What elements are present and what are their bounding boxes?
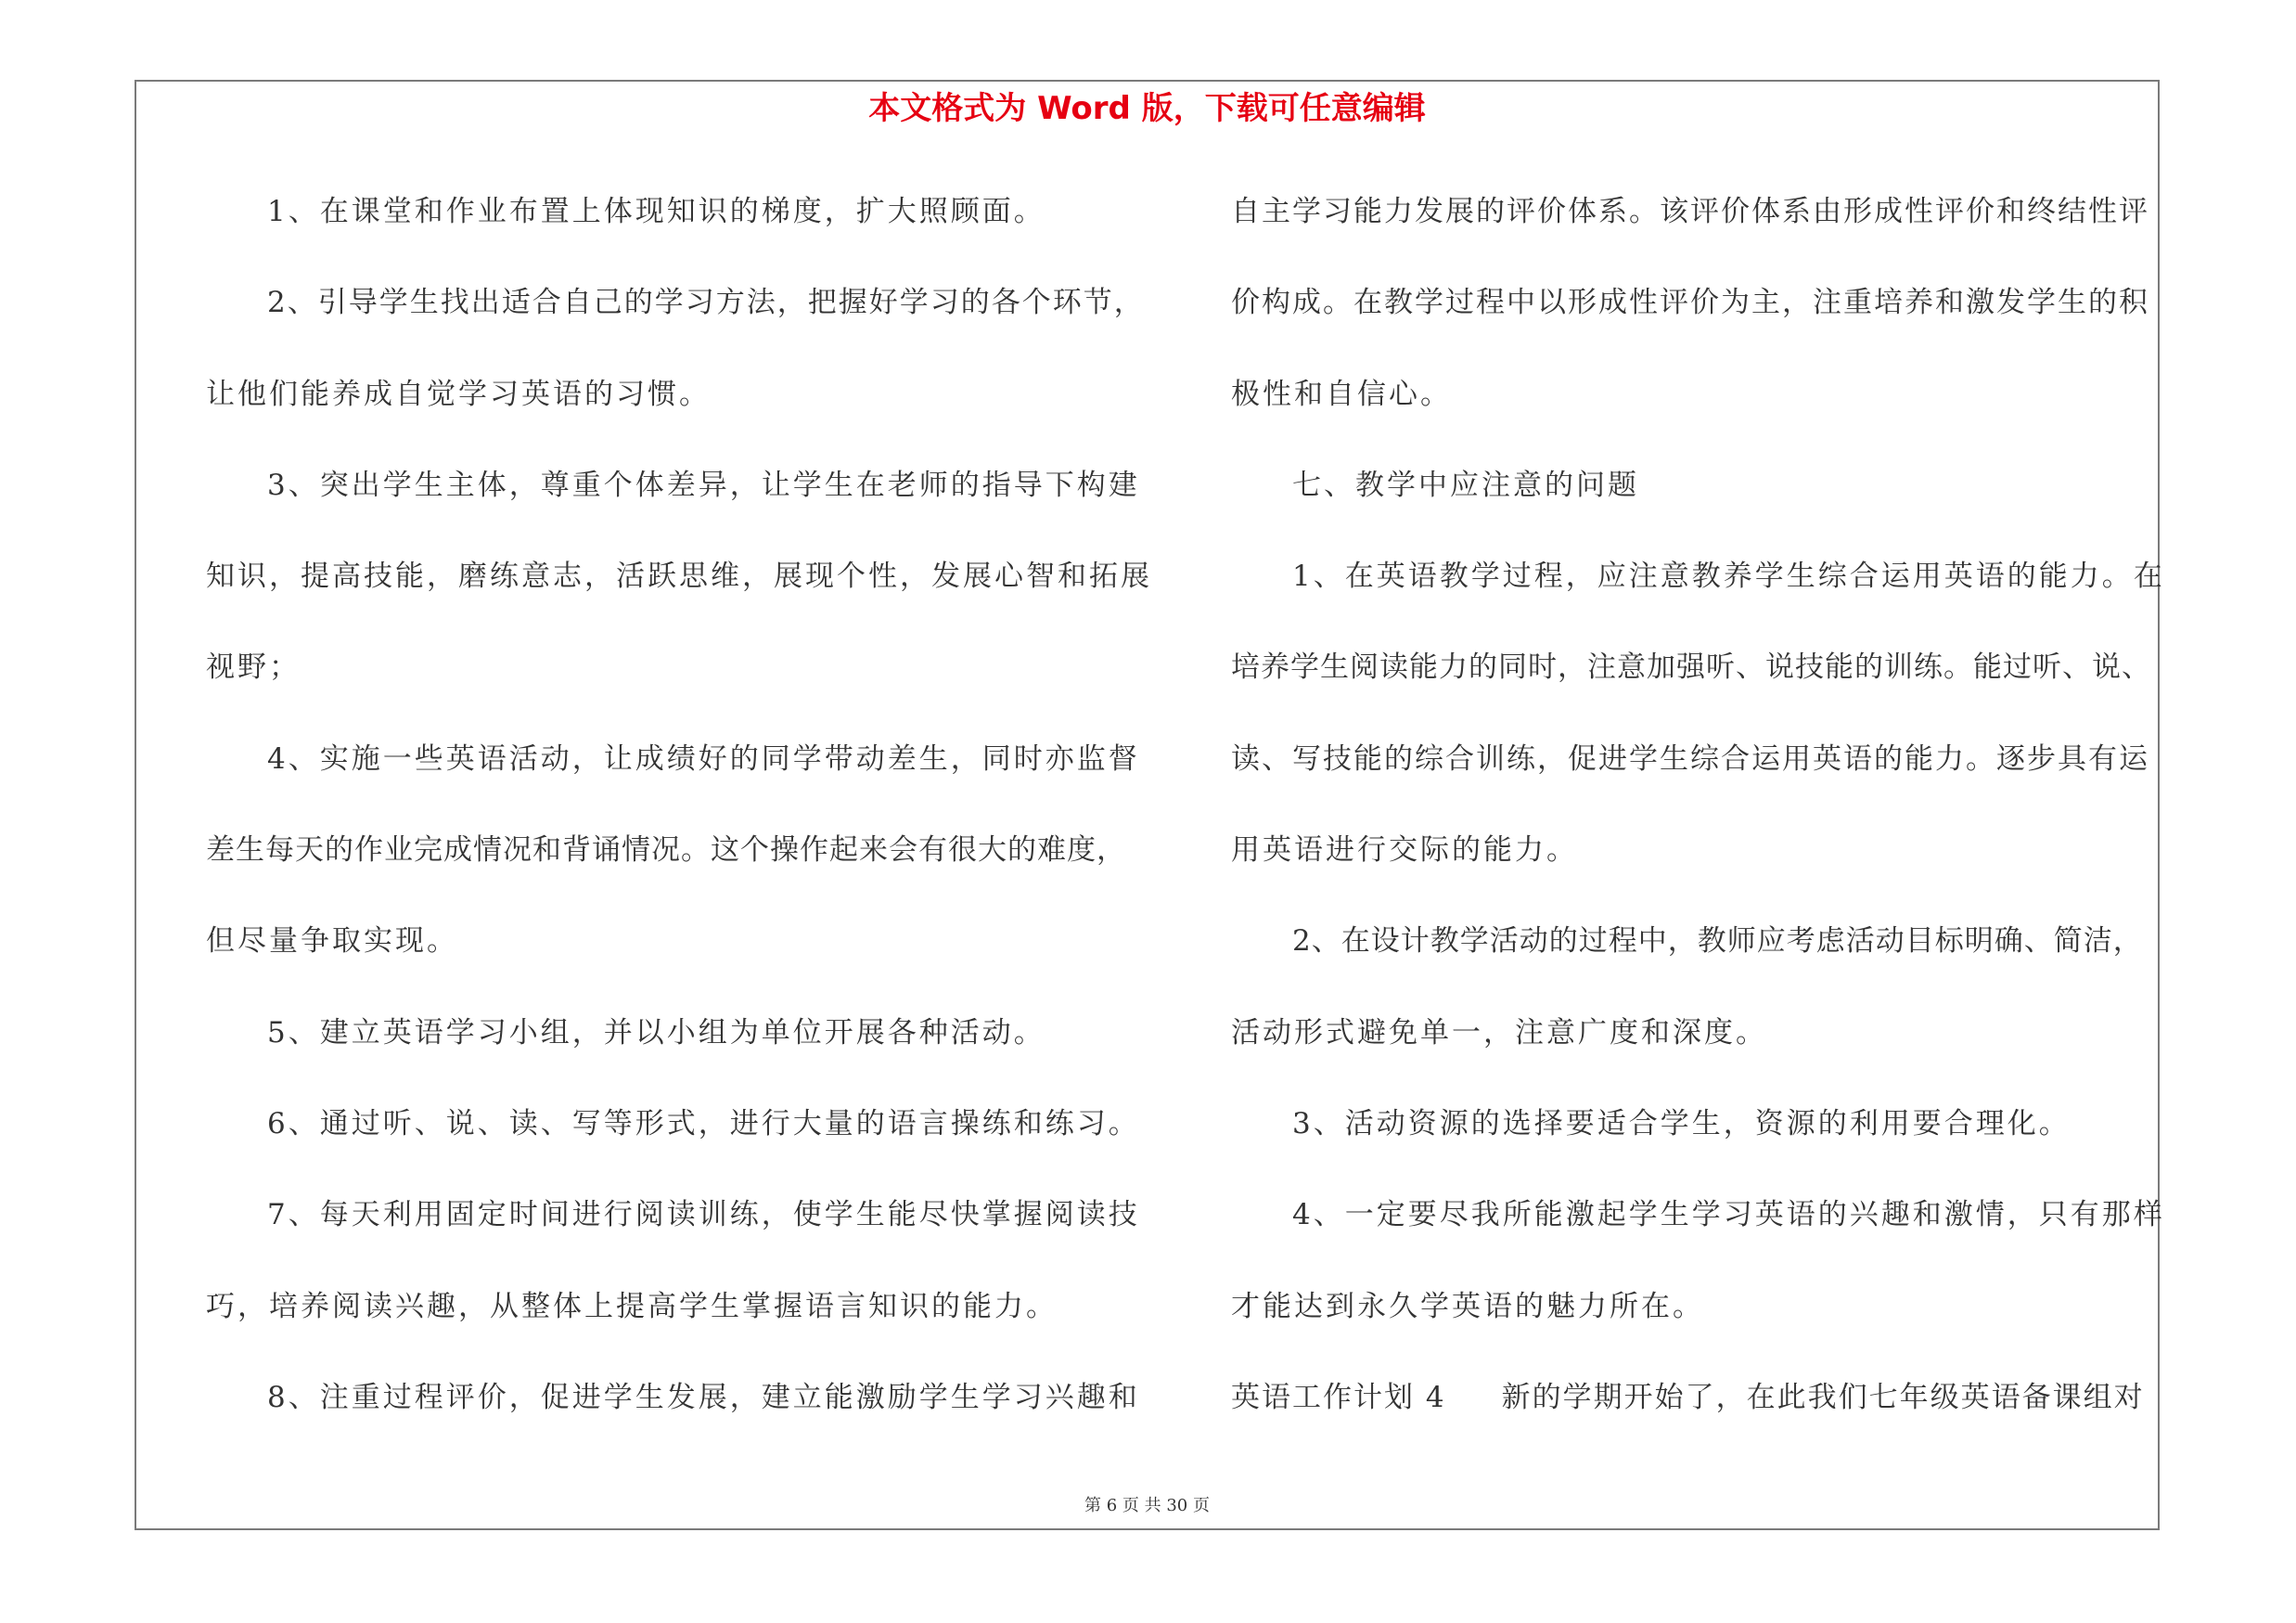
text-line: 2、引导学生找出适合自己的学习方法，把握好学习的各个环节， (267, 286, 1145, 320)
text-line: 3、突出学生主体，尊重个体差异，让学生在老师的指导下构建 (267, 468, 1140, 502)
text-line: 2、在设计教学活动的过程中，教师应考虑活动目标明确、简洁， (1292, 924, 2143, 959)
text-line: 才能达到永久学英语的魅力所在。 (1231, 1289, 1704, 1323)
text-line: 4、实施一些英语活动，让成绩好的同学带动差生，同时亦监督 (267, 741, 1140, 776)
left-column (206, 179, 1152, 1456)
section-heading: 七、教学中应注意的问题 (1292, 468, 1639, 502)
text-line: 培养学生阅读能力的同时，注意加强听、说技能的训练。能过听、说、 (1231, 650, 2151, 685)
text-line: 自主学习能力发展的评价体系。该评价体系由形成性评价和终结性评 (1231, 195, 2149, 228)
plan-heading: 英语工作计划 4 (1231, 1380, 1446, 1414)
text-line: 视野； (206, 650, 301, 685)
page-number: 第 6 页 共 30 页 (1084, 1496, 1210, 1515)
text-line: 6、通过听、说、读、写等形式，进行大量的语言操练和练习。 (267, 1106, 1140, 1140)
text-line: 差生每天的作业完成情况和背诵情况。这个操作起来会有很大的难度， (206, 833, 1126, 868)
text-line: 3、活动资源的选择要适合学生，资源的利用要合理化。 (1292, 1106, 2071, 1140)
text-line (1231, 1365, 2168, 1456)
text-line: 巧，培养阅读兴趣，从整体上提高学生掌握语言知识的能力。 (206, 1289, 1058, 1323)
text-line: 但尽量争取实现。 (206, 924, 458, 959)
plan-intro-text: 新的学期开始了，在此我们七年级英语备课组对 (1501, 1380, 2145, 1414)
text-line: 读、写技能的综合训练，促进学生综合运用英语的能力。逐步具有运 (1231, 741, 2149, 776)
text-line: 极性和自信心。 (1231, 377, 1452, 411)
text-line: 知识，提高技能，磨练意志，活跃思维，展现个性，发展心智和拓展 (206, 560, 1152, 594)
text-line: 7、每天利用固定时间进行阅读训练，使学生能尽快掌握阅读技 (267, 1198, 1140, 1232)
text-line: 5、建立英语学习小组，并以小组为单位开展各种活动。 (267, 1015, 1045, 1050)
right-column (1231, 179, 2168, 1456)
text-line: 价构成。在教学过程中以形成性评价为主，注重培养和激发学生的积 (1231, 286, 2149, 320)
text-line: 4、一定要尽我所能激起学生学习英语的兴趣和激情，只有那样 (1292, 1198, 2165, 1232)
text-line: 让他们能养成自觉学习英语的习惯。 (206, 377, 711, 411)
text-line: 活动形式避免单一，注意广度和深度。 (1231, 1015, 1767, 1050)
text-line: 8、注重过程评价，促进学生发展，建立能激励学生学习兴趣和 (267, 1380, 1140, 1414)
format-notice: 本文格式为 Word 版，下载可任意编辑 (868, 90, 1426, 127)
text-line: 1、在英语教学过程，应注意教养学生综合运用英语的能力。在 (1292, 560, 2165, 594)
text-line: 1、在课堂和作业布置上体现知识的梯度，扩大照顾面。 (267, 195, 1045, 228)
text-line: 用英语进行交际的能力。 (1231, 833, 1578, 868)
